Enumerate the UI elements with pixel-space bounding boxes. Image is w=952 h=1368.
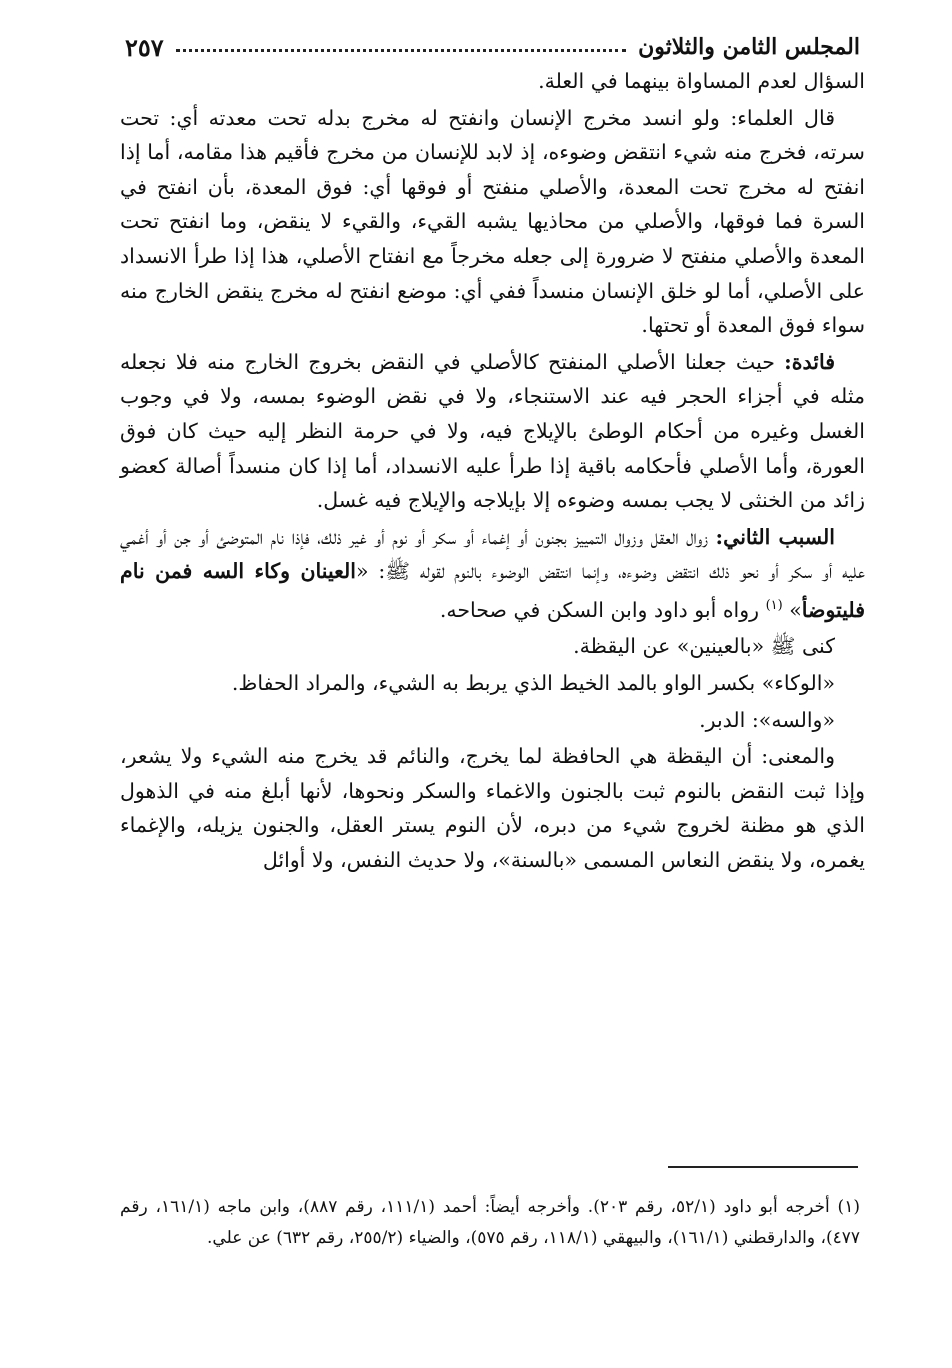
- paragraph-continuation: السؤال لعدم المساواة بينهما في العلة.: [538, 69, 865, 93]
- second-cause-text: زوال العقل وزوال التمييز بجنون أو إغماء أو سكر أو نوم أو غير ذلك، فإذا نام المتوضئ أو جن أو أغمي عليه أو سكر أو نحو ذلك انتقض وضوءه، وإنما انتقض الوضوء بالنوم لقوله ﷺ: «: [120, 524, 866, 584]
- chapter-title: المجلس الثامن والثلاثون: [638, 34, 860, 60]
- main-text: [120, 64, 865, 879]
- paragraph-wikaa: «الوكاء» بكسر الواو بالمد الخيط الذي يربط به الشيء، والمراد الحفاظ.: [231, 670, 835, 695]
- faida-text: حيث جعلنا الأصلي المنفتح كالأصلي في النقض بخروج الخارج منه فلا نجعله مثله في أجزاء الحجر فيه عند الاستنجاء، ولا في نقض الوضوء بمسه، ولا في وجوب الغسل وغيره من أحكام الوطئ بالإيلاج فيه، ولا في حرمة النظر إليه حيث كان فوق العورة، وأما الأصلي فأحكامه باقية إذا طرأ عليه الانسداد، أما إذا كان منسداً أصالة كعضو زائد من الخنثى لا يجب بمسه وضوءه إلا بإيلاجه والإيلاج فيه غسل.: [120, 349, 865, 513]
- dotted-leader: [176, 49, 626, 52]
- footnote-marker: (١): [765, 597, 783, 613]
- hadith-close: »: [789, 597, 802, 622]
- paragraph-second-cause: [120, 520, 865, 628]
- paragraph-faida: [120, 345, 865, 518]
- running-header: [125, 30, 860, 64]
- footnote: (١) أخرجه أبو داود (٥٢/١، رقم ٢٠٣). وأخرجه أيضاً: أحمد (١١١/١، رقم ٨٨٧)، وابن ماجه (١٦١/١، رقم ٤٧٧)، والدارقطني (١٦١/١)، والبيهقي (١١٨/١، رقم ٥٧٥)، والضياء (٢٥٥/٢، رقم ٦٣٢) عن علي.: [120, 1197, 860, 1248]
- second-cause-label: السبب الثاني:: [715, 524, 835, 549]
- footnote-separator: [668, 1166, 858, 1168]
- hadith-source: رواه أبو داود وابن السكن في صحاحه.: [439, 597, 766, 622]
- paragraph-meaning: والمعنى: أن اليقظة هي الحافظة لما يخرج، والنائم قد يخرج منه الشيء ولا يشعر، وإذا ثبت النقض بالنوم ثبت بالجنون والاغماء والسكر ونحوها، لأنها أبلغ منه في الذهول الذي هو مظنة لخروج شيء من دبره، لأن النوم يستر العقل، والجنون يزيله، والإغماء يغمره، ولا ينقض النعاس المسمى «بالسنة»، ولا حديث النفس، ولا أوائل: [120, 744, 865, 872]
- page-number: ٢٥٧: [125, 32, 164, 62]
- faida-label: فائدة:: [784, 349, 835, 374]
- paragraph-scholars: قال العلماء: ولو انسد مخرج الإنسان وانفتح له مخرج بدله تحت معدته أي: تحت سرته، فخرج منه شيء انتقض وضوءه، إذ لابد للإنسان من مخرج فأقيم هذا مقامه، أما إذا انفتح له مخرج تحت المعدة، والأصلي منفتح أو فوقها أي: فوق المعدة، بأن انفتح في السرة فما فوقها، والأصلي من محاذيها يشبه القيء، والقيء لا ينقض، وما انفتح تحت المعدة والأصلي منفتح لا ضرورة إلى جعله مخرجاً مع انفتاح الأصلي، هذا إذا طرأ الانسداد على الأصلي، أما لو خلق الإنسان منسداً ففي أي: موضع انفتح له مخرج ينقض الخارج منه سواء فوق المعدة أو تحتها.: [120, 105, 865, 338]
- paragraph-sah: «والسه»: الدبر.: [699, 707, 835, 732]
- paragraph-eyes: كنى ﷺ «بالعينين» عن اليقظة.: [573, 634, 835, 659]
- hadith-quote: العينان وكاء السه فمن نام فليتوضأ: [120, 559, 865, 622]
